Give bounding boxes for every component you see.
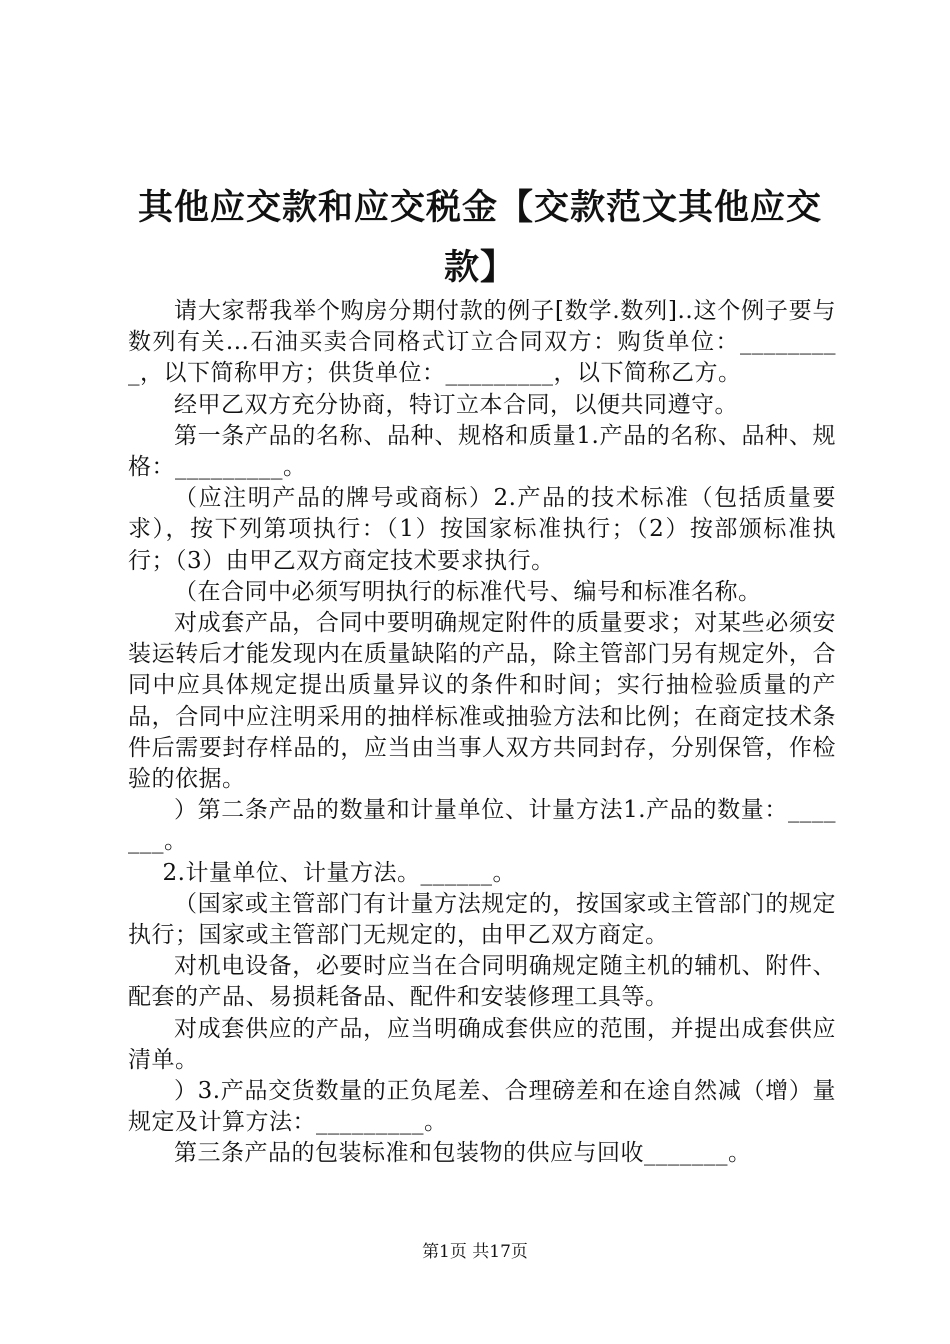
- document-title: 其他应交款和应交税金【交款范文其他应交款】: [137, 187, 822, 288]
- paragraph: （在合同中必须写明执行的标准代号、编号和标准名称。: [174, 578, 762, 605]
- document-body: [128, 296, 836, 1170]
- paragraph: ）第二条产品的数量和计量单位、计量方法1.产品的数量：_______。: [128, 797, 836, 855]
- paragraph: 对成套产品，合同中要明确规定附件的质量要求；对某些必须安装运转后才能发现内在质量缺陷的产品，除主管部门另有规定外，合同中应具体规定提出质量异议的条件和时间；实行抽检验质量的产品，合同中应注明采用的抽样标准或抽验方法和比例；在商定技术条件后需要封存样品的，应当由当事人双方共同封存，分别保管，作检验的依据。: [128, 610, 836, 793]
- paragraph: 第一条产品的名称、品种、规格和质量1.产品的名称、品种、规格：_________。: [128, 422, 836, 481]
- paragraph: 经甲乙双方充分协商，特订立本合同，以便共同遵守。: [174, 391, 738, 418]
- paragraph: ）3.产品交货数量的正负尾差、合理磅差和在途自然减（增）量规定及计算方法：_________。: [128, 1078, 836, 1136]
- page-number-footer: 第1页 共17页: [422, 1242, 528, 1262]
- paragraph: （应注明产品的牌号或商标）2.产品的技术标准（包括质量要求），按下列第项执行：（1）按国家标准执行；（2）按部颁标准执行；（3）由甲乙双方商定技术要求执行。: [128, 485, 836, 574]
- paragraph: 2.计量单位、计量方法。______。: [162, 859, 516, 886]
- paragraph: （国家或主管部门有计量方法规定的，按国家或主管部门的规定执行；国家或主管部门无规定的，由甲乙双方商定。: [128, 890, 836, 949]
- paragraph: 对成套供应的产品，应当明确成套供应的范围，并提出成套供应清单。: [128, 1015, 836, 1073]
- paragraph: 对机电设备，必要时应当在合同明确规定随主机的辅机、附件、配套的产品、易损耗备品、配件和安装修理工具等。: [128, 953, 836, 1011]
- paragraph: 请大家帮我举个购房分期付款的例子[数学.数列]..这个例子要与数列有关...石油买卖合同格式订立合同双方：购货单位：_________，以下简称甲方；供货单位：_________，以下简称乙方。: [128, 298, 836, 387]
- paragraph: 第三条产品的包装标准和包装物的供应与回收_______。: [174, 1140, 752, 1167]
